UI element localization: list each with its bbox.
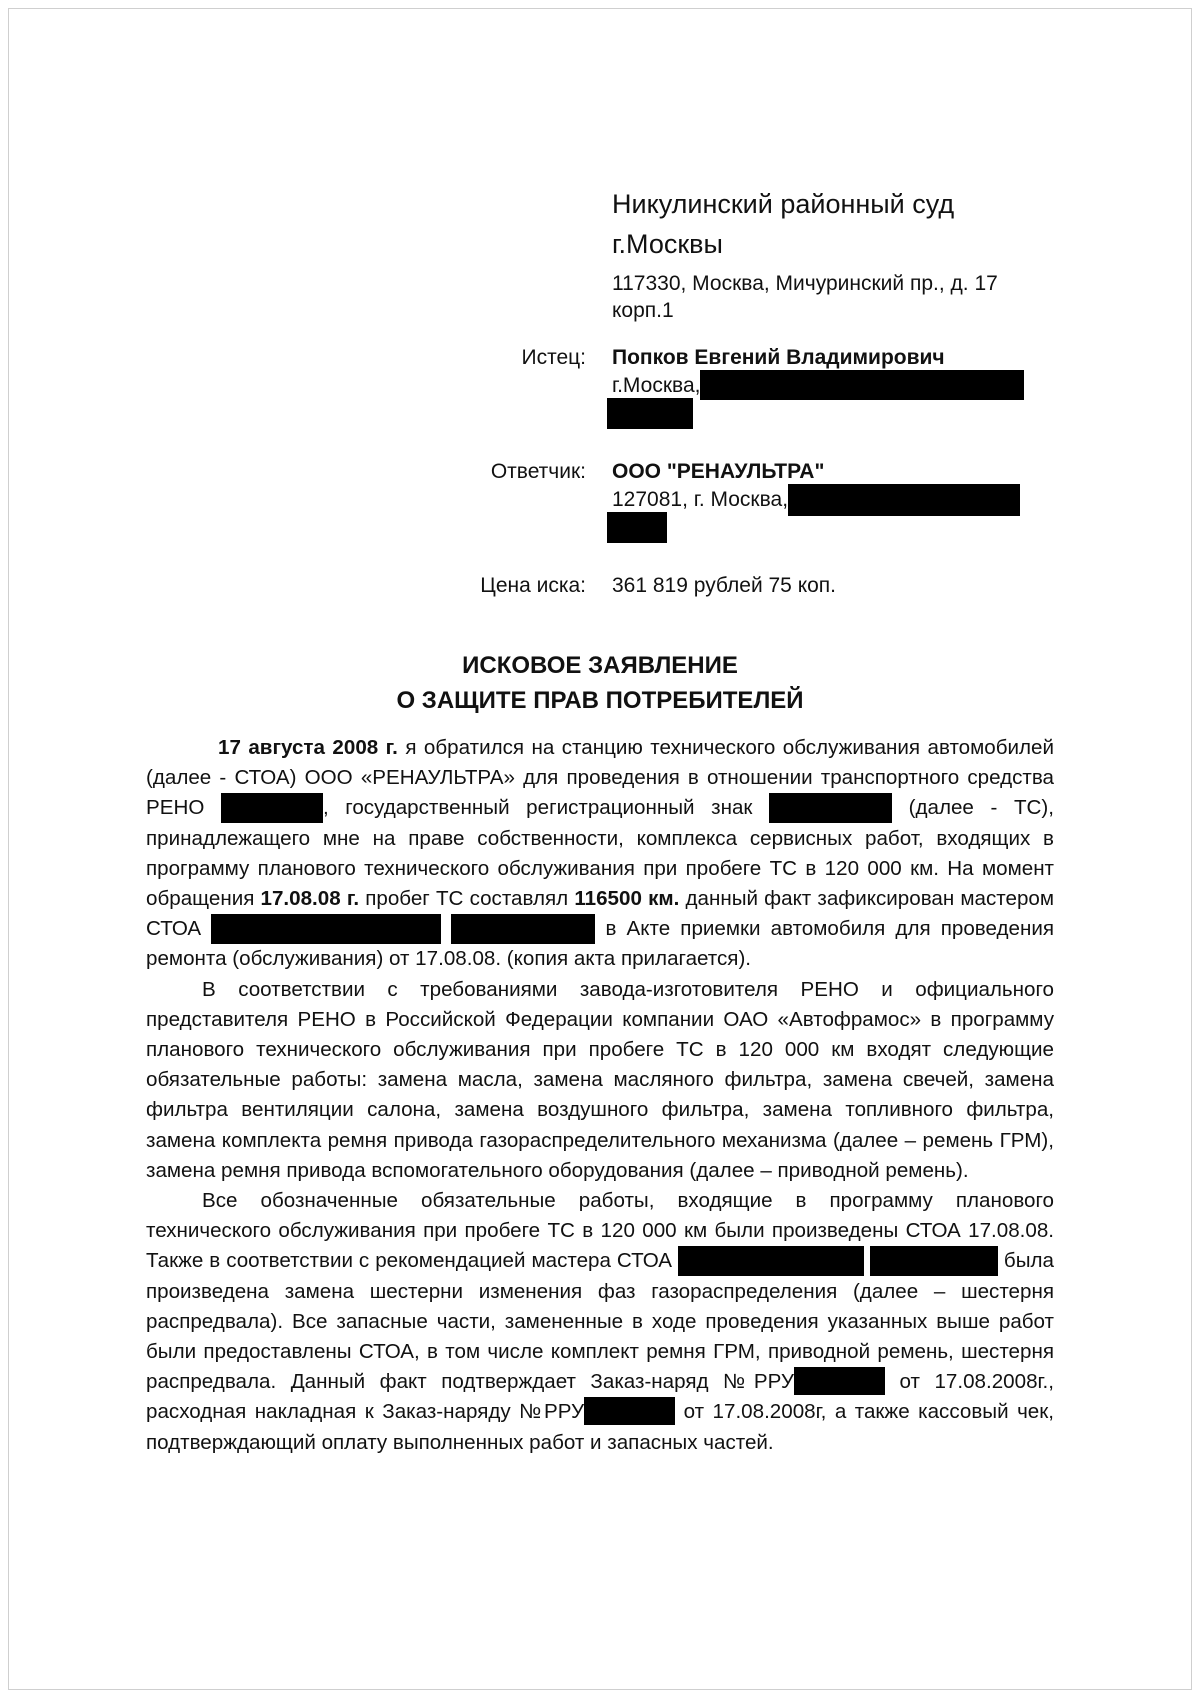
- defendant-name: ООО "РЕНАУЛЬТРА": [612, 460, 825, 483]
- redaction-bar: [700, 370, 1024, 400]
- claim-price-block: [0, 572, 1200, 602]
- defendant-address-city: 127081, г. Москва,: [612, 488, 789, 511]
- defendant-address: [612, 486, 1020, 516]
- document-body: [146, 733, 1054, 1458]
- defendant-block: [0, 458, 1200, 548]
- claim-price-value: 361 819 рублей 75 коп.: [612, 574, 837, 597]
- redaction-bar: [794, 1367, 885, 1395]
- addressee-block: [612, 184, 1052, 324]
- paragraph-2: В соответствии с требованиями завода-изготовителя РЕНО и официального представителя РЕНО в Российской Федерации компании ОАО «Автофрамос» в программу планового технического обслуживания при пробеге ТС в 120 000 км входят следующие обязательные работы: замена масла, замена масляного фильтра, замена свечей, замена фильтра вентиляции салона, замена воздушного фильтра, замена топливного фильтра, замена комплекта ремня привода газораспределительного механизма (далее – ремень ГРМ), замена ремня привода вспомогательного оборудования (далее – приводной ремень).: [146, 977, 1054, 1182]
- text-run: была произведена замена шестерни изменения фаз газораспределения (далее – шестерня распредвала). Все запасные части, замененные в ходе проведения указанных выше работ были предоставлены СТОА, в том числе комплект ремня ГРМ, приводной ремень, шестерня распредвала. Данный факт подтверждает Заказ-наряд №РРУ: [146, 1249, 1054, 1394]
- date-bold: 17.08.08 г.: [260, 887, 360, 911]
- text-run: в Акте приемки автомобиля для проведения ремонта (обслуживания) от 17.08.08. (копия акта прилагается).: [146, 917, 1054, 971]
- court-address: [612, 270, 1052, 324]
- plaintiff-name: Попков Евгений Владимирович: [612, 346, 945, 369]
- plaintiff-block: [0, 344, 1200, 434]
- court-address-line1: 117330, Москва, Мичуринский пр., д. 17: [612, 272, 998, 295]
- text-run: я обратился на станцию технического обслуживания автомобилей (далее - СТОА) ООО «РЕНАУЛЬТРА» для проведения в отношении транспортного средства РЕНО: [146, 736, 1054, 820]
- document-title-line2: О ЗАЩИТЕ ПРАВ ПОТРЕБИТЕЛЕЙ: [396, 687, 804, 714]
- mileage-bold: 116500 км.: [574, 887, 680, 911]
- redaction-bar: [211, 914, 441, 944]
- redaction-bar: [678, 1246, 864, 1276]
- text-run: от 17.08.2008г., расходная накладная к Заказ-наряду №РРУ: [146, 1370, 1054, 1424]
- redaction-bar: [607, 398, 693, 429]
- document-title-line1: ИСКОВОЕ ЗАЯВЛЕНИЕ: [462, 652, 738, 679]
- redaction-bar: [221, 793, 323, 823]
- court-name: [612, 184, 1052, 264]
- court-address-line2: корп.1: [612, 299, 674, 322]
- text-run: (далее - ТС), принадлежащего мне на праве собственности, комплекса сервисных работ, входящих в программу планового технического обслуживания при пробеге ТС в 120 000 км. На момент обращения: [146, 796, 1054, 911]
- claim-price-label: Цена иска:: [480, 574, 586, 597]
- text-run: от 17.08.2008г, а также кассовый чек, подтверждающий оплату выполненных работ и запасных частей.: [146, 1400, 1054, 1454]
- defendant-label: Ответчик:: [490, 460, 586, 483]
- document-title: [0, 648, 1200, 718]
- redaction-bar: [769, 793, 892, 823]
- redaction-bar: [451, 914, 595, 944]
- date-bold: 17 августа 2008 г.: [218, 736, 398, 759]
- plaintiff-address-city: г.Москва,: [612, 374, 701, 397]
- text-run: пробег ТС составлял: [359, 887, 575, 911]
- paragraph-3: [146, 1186, 1054, 1458]
- redaction-bar: [607, 512, 667, 543]
- plaintiff-address: [612, 372, 1024, 400]
- plaintiff-label: Истец:: [521, 346, 586, 369]
- text-run: данный факт зафиксирован мастером СТОА: [146, 887, 1055, 941]
- text-run: , государственный регистрационный знак: [322, 796, 770, 820]
- court-name-line2: г.Москвы: [612, 229, 723, 259]
- redaction-bar: [788, 484, 1020, 516]
- redaction-bar: [584, 1397, 675, 1425]
- court-name-line1: Никулинский районный суд: [612, 189, 955, 219]
- redaction-bar: [870, 1246, 998, 1276]
- text-run: Все обозначенные обязательные работы, входящие в программу планового технического обслуживания при пробеге ТС в 120 000 км были произведены СТОА 17.08.08. Также в соответствии с рекомендацией мастера СТОА: [146, 1189, 1054, 1273]
- paragraph-1: [146, 733, 1054, 975]
